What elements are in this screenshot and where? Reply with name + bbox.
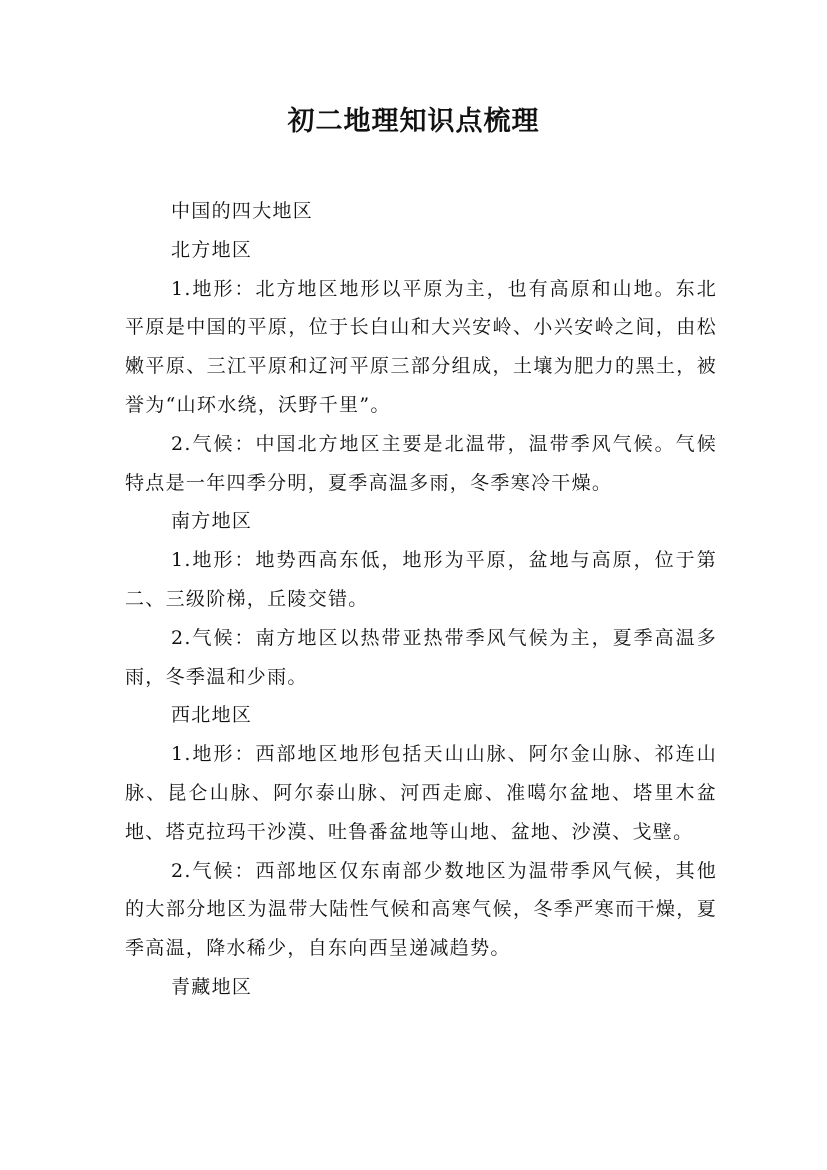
south-climate-paragraph: 2.气候：南方地区以热带亚热带季风气候为主，夏季高温多雨，冬季温和少雨。 — [125, 626, 717, 688]
heading-north-region: 北方地区 — [171, 238, 253, 261]
south-terrain-paragraph: 1.地形：地势西高东低，地形为平原，盆地与高原，位于第二、三级阶梯，丘陵交错。 — [125, 549, 717, 610]
heading-south-region: 南方地区 — [171, 510, 253, 533]
north-terrain-paragraph: 1.地形：北方地区地形以平原为主，也有高原和山地。东北平原是中国的平原，位于长白山和大兴安岭、小兴安岭之间，由松嫩平原、三江平原和辽河平原三部分组成，土壤为肥力的黑土，被誉为“山环水绕，沃野千里”。 — [125, 277, 717, 416]
heading-four-regions: 中国的四大地区 — [171, 200, 314, 222]
heading-qingzang-region: 青藏地区 — [171, 975, 253, 998]
document-title: 初二地理知识点梳理 — [287, 106, 540, 137]
northwest-climate-paragraph: 2.气候：西部地区仅东南部少数地区为温带季风气候，其他的大部分地区为温带大陆性气候和高寒气候，冬季严寒而干燥，夏季高温，降水稀少，自东向西呈递减趋势。 — [125, 859, 717, 960]
northwest-terrain-paragraph: 1.地形：西部地区地形包括天山山脉、阿尔金山脉、祁连山脉、昆仑山脉、阿尔泰山脉、河西走廊、准噶尔盆地、塔里木盆地、塔克拉玛干沙漠、吐鲁番盆地等山地、盆地、沙漠、戈壁。 — [125, 743, 717, 843]
north-climate-paragraph: 2.气候：中国北方地区主要是北温带，温带季风气候。气候特点是一年四季分明，夏季高温多雨，冬季寒冷干燥。 — [125, 432, 717, 494]
heading-northwest-region: 西北地区 — [171, 704, 253, 727]
document-body — [125, 192, 717, 1007]
